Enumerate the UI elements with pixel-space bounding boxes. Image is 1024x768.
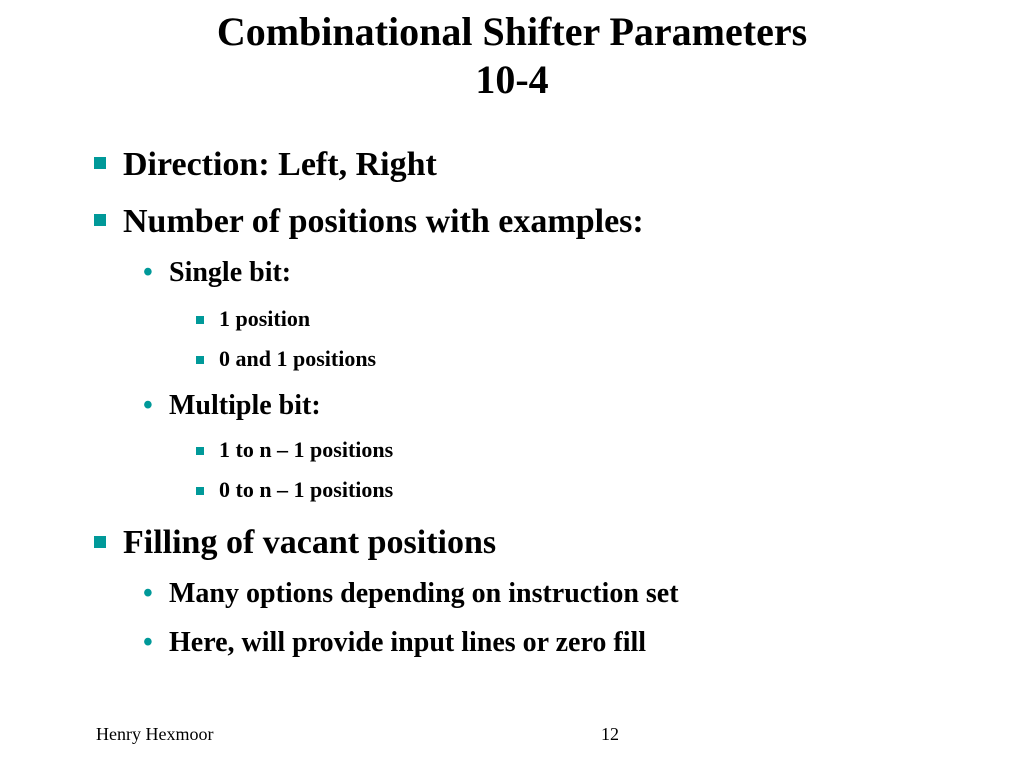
bullet-filling-vacant-positions: Filling of vacant positions bbox=[123, 524, 497, 561]
bullet-1-to-n-minus-1: 1 to n – 1 positions bbox=[219, 437, 394, 462]
bullet-number-of-positions: Number of positions with examples: bbox=[123, 203, 644, 240]
square-bullet-icon bbox=[196, 487, 204, 495]
dot-bullet-icon: • bbox=[143, 627, 153, 658]
slide-title bbox=[0, 8, 1024, 104]
slide-title-line2: 10-4 bbox=[475, 57, 549, 102]
square-bullet-icon bbox=[196, 356, 204, 364]
bullet-multiple-bit: Multiple bit: bbox=[169, 390, 321, 421]
slide-title-line1: Combinational Shifter Parameters bbox=[216, 9, 808, 54]
dot-bullet-icon: • bbox=[143, 578, 153, 609]
square-bullet-icon bbox=[94, 214, 106, 226]
bullet-many-options: Many options depending on instruction set bbox=[169, 578, 679, 609]
bullet-0-to-n-minus-1: 0 to n – 1 positions bbox=[219, 477, 394, 502]
footer-author: Henry Hexmoor bbox=[96, 724, 214, 744]
square-bullet-icon bbox=[196, 447, 204, 455]
bullet-1-position: 1 position bbox=[219, 306, 311, 331]
square-bullet-icon bbox=[94, 536, 106, 548]
bullet-0-and-1-positions: 0 and 1 positions bbox=[219, 346, 377, 371]
bullet-single-bit: Single bit: bbox=[169, 257, 292, 288]
page-number: 12 bbox=[601, 724, 619, 744]
dot-bullet-icon: • bbox=[143, 390, 153, 421]
square-bullet-icon bbox=[196, 316, 204, 324]
dot-bullet-icon: • bbox=[143, 257, 153, 288]
square-bullet-icon bbox=[94, 157, 106, 169]
bullet-direction: Direction: Left, Right bbox=[123, 146, 437, 183]
bullet-input-lines-or-zero-fill: Here, will provide input lines or zero fill bbox=[169, 627, 647, 658]
